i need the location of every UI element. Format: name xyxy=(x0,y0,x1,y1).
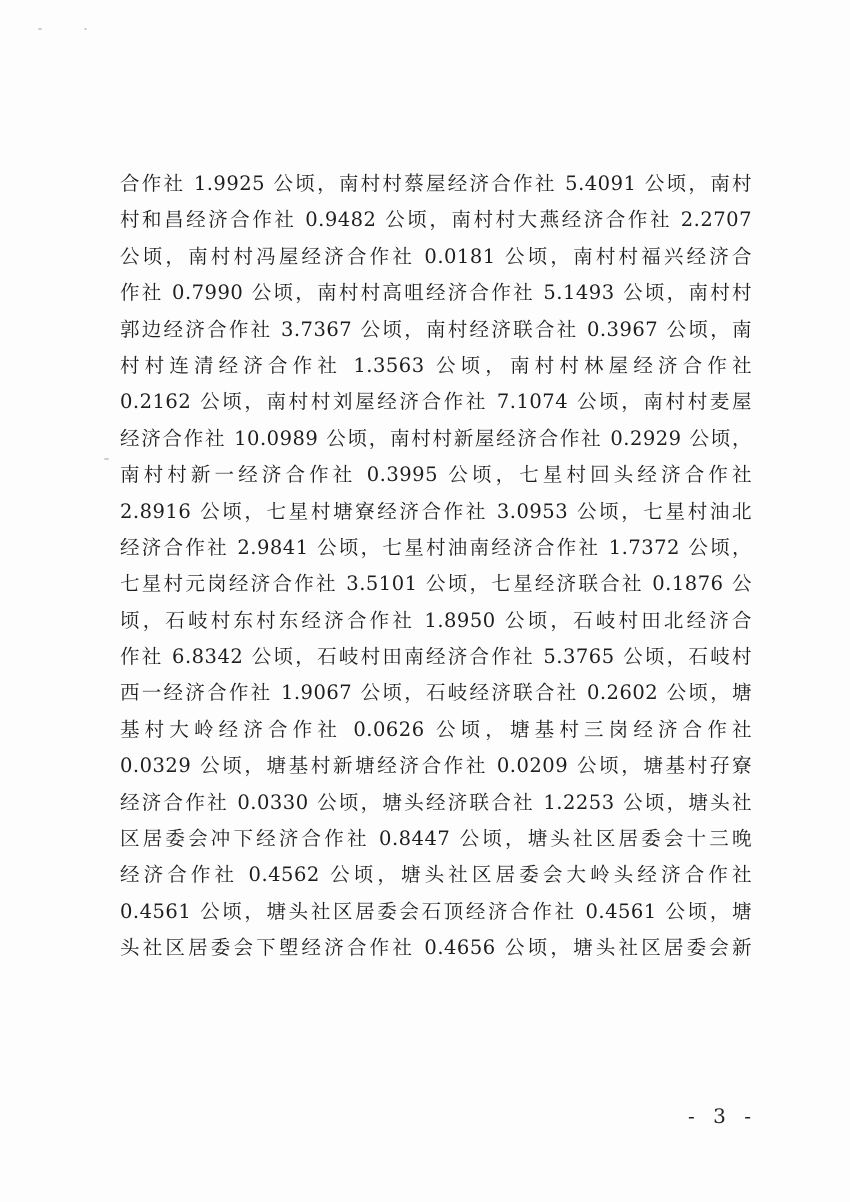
text-line: 经济合作社 2.9841 公顷，七星村油南经济合作社 1.7372 公顷， xyxy=(120,535,752,559)
scan-speck xyxy=(38,28,42,30)
scan-speck xyxy=(104,458,109,460)
text-line: 基村大岭经济合作社 0.0626 公顷，塘基村三岗经济合作社 xyxy=(120,717,752,741)
text-line: 郭边经济合作社 3.7367 公顷，南村经济联合社 0.3967 公顷，南 xyxy=(120,317,752,341)
text-line: 0.2162 公顷，南村村刘屋经济合作社 7.1074 公顷，南村村麦屋 xyxy=(120,390,752,414)
text-line: 作社 0.7990 公顷，南村村高咀经济合作社 5.1493 公顷，南村村 xyxy=(120,281,752,305)
text-line: 区居委会冲下经济合作社 0.8447 公顷，塘头社区居委会十三晚 xyxy=(120,827,752,851)
text-line: 合作社 1.9925 公顷，南村村蔡屋经济合作社 5.4091 公顷，南村 xyxy=(120,172,752,195)
text-line: 西一经济合作社 1.9067 公顷，石岐经济联合社 0.2602 公顷，塘 xyxy=(120,681,752,705)
text-line: 头社区居委会下塱经济合作社 0.4656 公顷，塘头社区居委会新 xyxy=(120,936,752,960)
text-line: 经济合作社 0.0330 公顷，塘头经济联合社 1.2253 公顷，塘头社 xyxy=(120,790,752,814)
body-paragraph xyxy=(120,166,752,967)
text-line: 经济合作社 0.4562 公顷，塘头社区居委会大岭头经济合作社 xyxy=(120,863,752,887)
text-line: 南村村新一经济合作社 0.3995 公顷，七星村回头经济合作社 xyxy=(120,463,752,487)
text-line: 0.0329 公顷，塘基村新塘经济合作社 0.0209 公顷，塘基村孖寮 xyxy=(120,754,752,778)
text-line: 七星村元岗经济合作社 3.5101 公顷，七星经济联合社 0.1876 公 xyxy=(120,572,752,596)
text-line: 顷，石岐村东村东经济合作社 1.8950 公顷，石岐村田北经济合 xyxy=(120,608,752,632)
text-line: 村村连清经济合作社 1.3563 公顷，南村村林屋经济合作社 xyxy=(120,353,752,377)
text-line: 经济合作社 10.0989 公顷，南村村新屋经济合作社 0.2929 公顷， xyxy=(120,426,752,450)
text-line: 作社 6.8342 公顷，石岐村田南经济合作社 5.3765 公顷，石岐村 xyxy=(120,645,752,669)
text-line: 村和昌经济合作社 0.9482 公顷，南村村大燕经济合作社 2.2707 xyxy=(120,208,752,232)
text-line: 0.4561 公顷，塘头社区居委会石顶经济合作社 0.4561 公顷，塘 xyxy=(120,899,752,923)
text-line: 公顷，南村村冯屋经济合作社 0.0181 公顷，南村村福兴经济合 xyxy=(120,244,752,268)
page-number: - 3 - xyxy=(688,1104,757,1128)
scan-speck xyxy=(84,28,87,30)
text-line: 2.8916 公顷，七星村塘寮经济合作社 3.0953 公顷，七星村油北 xyxy=(120,499,752,523)
